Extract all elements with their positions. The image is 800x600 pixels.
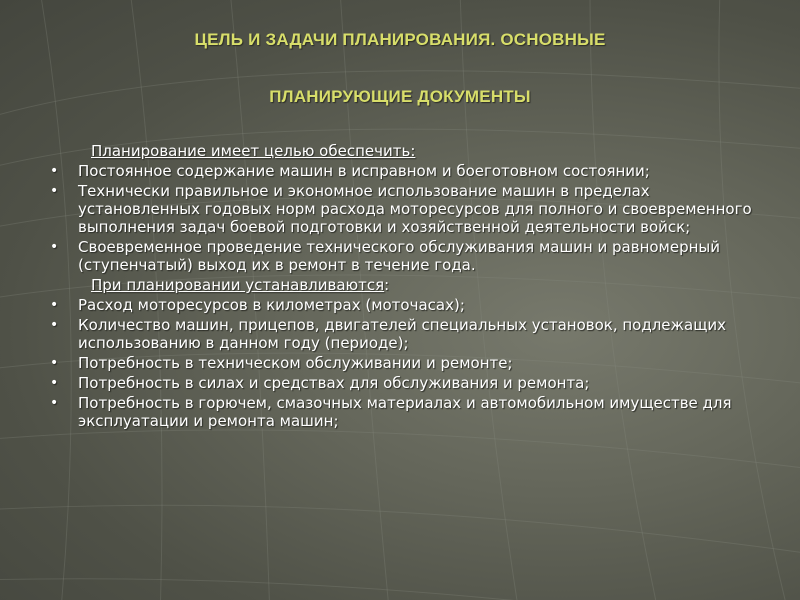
bullet-icon: •: [50, 239, 59, 255]
list-item-text: Потребность в силах и средствах для обслуживания и ремонта;: [78, 374, 590, 392]
section-heading-suffix: :: [384, 276, 390, 294]
list-item-text: Количество машин, прицепов, двигателей специальных установок, подлежащих использованию в данном году (периоде);: [78, 316, 726, 352]
list-item: [50, 394, 756, 430]
list-item: [50, 182, 756, 236]
list-item-text: Своевременное проведение технического обслуживания машин и равномерный (ступенчатый) выход их в ремонт в течение года.: [78, 238, 721, 274]
list-item: [50, 296, 756, 314]
list-item: [50, 374, 756, 392]
slide-title-line1: ЦЕЛЬ И ЗАДАЧИ ПЛАНИРОВАНИЯ. ОСНОВНЫЕ: [194, 30, 606, 49]
bullet-icon: •: [50, 297, 59, 313]
bullet-icon: •: [50, 317, 59, 333]
list-item: [50, 354, 756, 372]
section-heading-goals: [56, 142, 756, 160]
list-item-text: Потребность в горючем, смазочных материалах и автомобильном имуществе для эксплуатации и ремонта машин;: [78, 394, 732, 430]
slide-title-line2: ПЛАНИРУЮЩИЕ ДОКУМЕНТЫ: [269, 87, 531, 106]
bullet-icon: •: [50, 395, 59, 411]
bullet-icon: •: [50, 375, 59, 391]
list-item: [50, 316, 756, 352]
bullet-icon: •: [50, 355, 59, 371]
section-heading-text: При планировании устанавливаются: [91, 276, 385, 294]
list-item: [50, 162, 756, 180]
list-item-text: Технически правильное и экономное использование машин в пределах установленных годовых норм расхода моторесурсов для полного и своевременного выполнения задач боевой подготовки и хозяйственной деятельности войск;: [78, 182, 752, 236]
section-heading-text: Планирование имеет целью обеспечить:: [91, 142, 416, 160]
bullet-icon: •: [50, 183, 59, 199]
slide-body: [50, 142, 756, 432]
section-heading-established: [56, 276, 756, 294]
list-item: [50, 238, 756, 274]
list-item-text: Расход моторесурсов в километрах (моточасах);: [78, 296, 465, 314]
bullet-icon: •: [50, 163, 59, 179]
slide-title: [0, 28, 800, 109]
list-item-text: Потребность в техническом обслуживании и ремонте;: [78, 354, 513, 372]
list-item-text: Постоянное содержание машин в исправном и боеготовном состоянии;: [78, 162, 650, 180]
